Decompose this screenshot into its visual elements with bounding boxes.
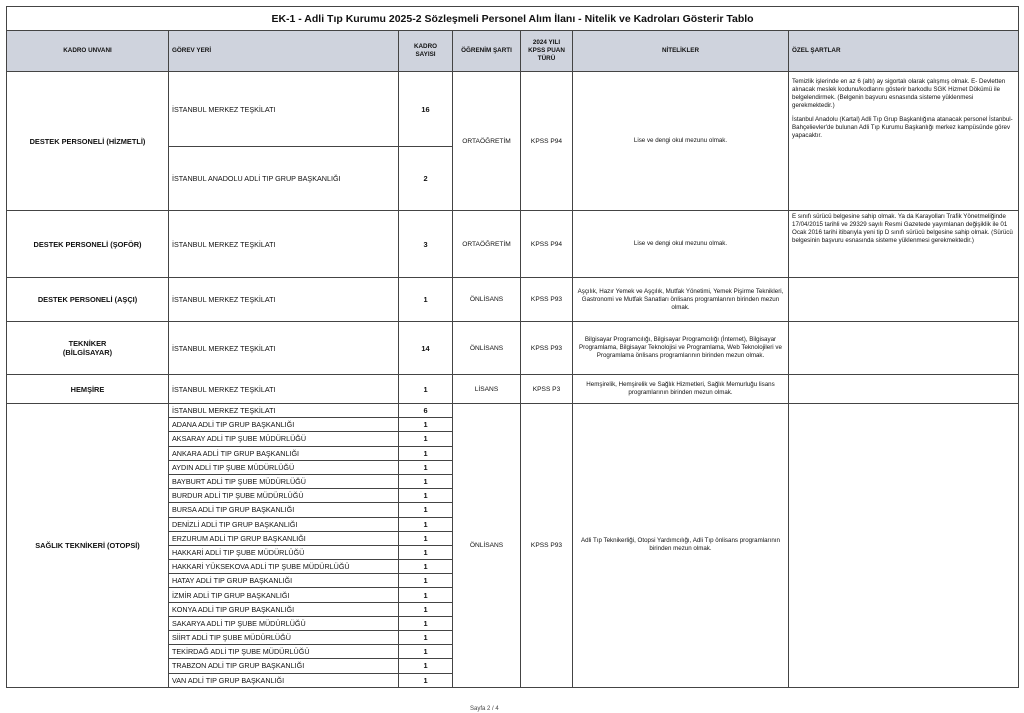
table-title: EK-1 - Adli Tıp Kurumu 2025-2 Sözleşmeli Personel Alım İlanı - Nitelik ve Kadroları Gösterir Tablo: [7, 7, 1019, 31]
sayi-cell: 1: [399, 460, 453, 474]
sayi-cell: 1: [399, 645, 453, 659]
sayi-cell: 14: [399, 322, 453, 375]
sayi-cell: 1: [399, 588, 453, 602]
kpss-cell: KPSS P93: [521, 278, 573, 322]
ozel-cell: [789, 404, 1019, 688]
sayi-cell: 1: [399, 503, 453, 517]
sayi-cell: 3: [399, 211, 453, 278]
header-kpss-line2: KPSS PUAN: [528, 47, 565, 54]
sayi-cell: 1: [399, 616, 453, 630]
header-sayi-line2: SAYISI: [415, 51, 436, 58]
header-sayi: [399, 31, 453, 72]
gorev-cell: ANKARA ADLİ TIP GRUP BAŞKANLIĞI: [169, 446, 399, 460]
kpss-cell: KPSS P94: [521, 72, 573, 211]
gorev-cell: İSTANBUL MERKEZ TEŞKİLATI: [169, 322, 399, 375]
sayi-cell: 1: [399, 418, 453, 432]
nitelik-cell: Lise ve dengi okul mezunu olmak.: [573, 211, 789, 278]
gorev-cell: ADANA ADLİ TIP GRUP BAŞKANLIĞI: [169, 418, 399, 432]
sayi-cell: 2: [399, 147, 453, 211]
gorev-cell: TRABZON ADLİ TIP GRUP BAŞKANLIĞI: [169, 659, 399, 673]
sayi-cell: 16: [399, 72, 453, 147]
gorev-cell: İSTANBUL MERKEZ TEŞKİLATI: [169, 404, 399, 418]
ogrenim-cell: ORTAÖĞRETİM: [453, 211, 521, 278]
header-row: [7, 31, 1019, 72]
nitelik-cell: Aşçılık, Hazır Yemek ve Aşçılık, Mutfak Yönetimi, Yemek Pişirme Teknikleri, Gastronomi ve Mutfak Sanatları önlisans programlarının birinden mezun olmak.: [573, 278, 789, 322]
ogrenim-cell: ÖNLİSANS: [453, 278, 521, 322]
gorev-cell: KONYA ADLİ TIP GRUP BAŞKANLIĞI: [169, 602, 399, 616]
sayi-cell: 1: [399, 560, 453, 574]
kpss-cell: KPSS P93: [521, 322, 573, 375]
nitelik-cell: Hemşirelik, Hemşirelik ve Sağlık Hizmetleri, Sağlık Memurluğu lisans programlarının birinden mezun olmak.: [573, 375, 789, 404]
header-kadro: KADRO UNVANI: [7, 31, 169, 72]
gorev-cell: İSTANBUL MERKEZ TEŞKİLATI: [169, 72, 399, 147]
gorev-cell: ERZURUM ADLİ TIP GRUP BAŞKANLIĞI: [169, 531, 399, 545]
header-kpss: [521, 31, 573, 72]
kpss-cell: KPSS P94: [521, 211, 573, 278]
kadro-tekniker: [7, 322, 169, 375]
header-sayi-line1: KADRO: [413, 43, 438, 50]
header-kpss-line3: TÜRÜ: [537, 55, 556, 62]
gorev-cell: VAN ADLİ TIP GRUP BAŞKANLIĞI: [169, 673, 399, 687]
gorev-cell: HAKKARİ YÜKSEKOVA ADLİ TIP ŞUBE MÜDÜRLÜĞÜ: [169, 560, 399, 574]
kadro-hemsire: HEMŞİRE: [7, 375, 169, 404]
ogrenim-cell: ÖNLİSANS: [453, 404, 521, 688]
gorev-cell: BURSA ADLİ TIP GRUP BAŞKANLIĞI: [169, 503, 399, 517]
header-ogrenim: ÖĞRENİM ŞARTI: [453, 31, 521, 72]
sayi-cell: 1: [399, 531, 453, 545]
gorev-cell: AYDIN ADLİ TIP ŞUBE MÜDÜRLÜĞÜ: [169, 460, 399, 474]
gorev-cell: BAYBURT ADLİ TIP ŞUBE MÜDÜRLÜĞÜ: [169, 474, 399, 488]
gorev-cell: BURDUR ADLİ TIP ŞUBE MÜDÜRLÜĞÜ: [169, 489, 399, 503]
header-gorev: GÖREV YERİ: [169, 31, 399, 72]
gorev-cell: İSTANBUL ANADOLU ADLİ TIP GRUP BAŞKANLIĞI: [169, 147, 399, 211]
sayi-cell: 1: [399, 432, 453, 446]
table-row: [7, 375, 1019, 404]
sayi-cell: 1: [399, 602, 453, 616]
kadro-sofor: DESTEK PERSONELİ (ŞOFÖR): [7, 211, 169, 278]
header-kpss-line1: 2024 YILI: [532, 39, 561, 46]
table-row: [7, 404, 1019, 418]
gorev-cell: SİİRT ADLİ TIP ŞUBE MÜDÜRLÜĞÜ: [169, 631, 399, 645]
kadro-asci: DESTEK PERSONELİ (AŞÇI): [7, 278, 169, 322]
gorev-cell: İZMİR ADLİ TIP GRUP BAŞKANLIĞI: [169, 588, 399, 602]
ogrenim-cell: ORTAÖĞRETİM: [453, 72, 521, 211]
ozel-cell: E sınıfı sürücü belgesine sahip olmak. Ya da Karayolları Trafik Yönetmeliğinde 17/04/2015 tarihli ve 29329 sayılı Resmi Gazetede yayımlanan değişiklik ile 01 Ocak 2016 tarihi itibarıyla yeni tip D sınıfı sürücü belgesine sahip olmak. (Sürücü belgesinin başvuru esnasında sisteme yüklenmesi gerekmektedir.): [789, 211, 1019, 278]
ogrenim-cell: ÖNLİSANS: [453, 322, 521, 375]
gorev-cell: DENİZLİ ADLİ TIP GRUP BAŞKANLIĞI: [169, 517, 399, 531]
ozel-cell: [789, 375, 1019, 404]
gorev-cell: HATAY ADLİ TIP GRUP BAŞKANLIĞI: [169, 574, 399, 588]
sayi-cell: 1: [399, 574, 453, 588]
sayi-cell: 1: [399, 631, 453, 645]
page-footer: Sayfa 2 / 4: [470, 706, 499, 712]
sayi-cell: 1: [399, 517, 453, 531]
table-row: [7, 322, 1019, 375]
header-nitelik: NİTELİKLER: [573, 31, 789, 72]
sayi-cell: 1: [399, 489, 453, 503]
ogrenim-cell: LİSANS: [453, 375, 521, 404]
personnel-table: [6, 6, 1019, 688]
nitelik-cell: Adli Tıp Teknikerliği, Otopsi Yardımcılığı, Adli Tıp önlisans programlarının birinden mezun olmak.: [573, 404, 789, 688]
gorev-cell: HAKKARİ ADLİ TIP ŞUBE MÜDÜRLÜĞÜ: [169, 545, 399, 559]
kadro-otopsi: SAĞLIK TEKNİKERİ (OTOPSİ): [7, 404, 169, 688]
nitelik-cell: Lise ve dengi okul mezunu olmak.: [573, 72, 789, 211]
sayi-cell: 1: [399, 278, 453, 322]
sayi-cell: 1: [399, 474, 453, 488]
kpss-cell: KPSS P3: [521, 375, 573, 404]
ozel-cell: [789, 322, 1019, 375]
gorev-cell: İSTANBUL MERKEZ TEŞKİLATI: [169, 375, 399, 404]
ozel-cell: [789, 278, 1019, 322]
gorev-cell: SAKARYA ADLİ TIP ŞUBE MÜDÜRLÜĞÜ: [169, 616, 399, 630]
kadro-tekniker-line1: TEKNİKER: [68, 339, 107, 348]
sayi-cell: 1: [399, 446, 453, 460]
kadro-hizmetli: DESTEK PERSONELİ (HİZMETLİ): [7, 72, 169, 211]
sayi-cell: 1: [399, 545, 453, 559]
table-row: [7, 72, 1019, 147]
table-row: [7, 211, 1019, 278]
sayi-cell: 6: [399, 404, 453, 418]
ozel-cell: [789, 72, 1019, 211]
ozel-paragraph: Temizlik işlerinde en az 6 (altı) ay sigortalı olarak çalışmış olmak. E- Devletten alınacak meslek kodunu/kodlarını gösterir barkodlu SGK Hizmet Dökümü ile belgelendirmek. (Belgenin başvuru esnasında sisteme yüklenmesi gerekmektedir.): [792, 78, 1006, 109]
nitelik-cell: Bilgisayar Programcılığı, Bilgisayar Programcılığı (İnternet), Bilgisayar Programlama, Bilgisayar Teknolojisi ve Programlama, Web Teknolojileri ve Programlama önlisans programlarının birinden mezun olmak.: [573, 322, 789, 375]
kpss-cell: KPSS P93: [521, 404, 573, 688]
gorev-cell: İSTANBUL MERKEZ TEŞKİLATI: [169, 278, 399, 322]
gorev-cell: AKSARAY ADLİ TIP ŞUBE MÜDÜRLÜĞÜ: [169, 432, 399, 446]
sayi-cell: 1: [399, 673, 453, 687]
header-ozel: ÖZEL ŞARTLAR: [789, 31, 1019, 72]
gorev-cell: İSTANBUL MERKEZ TEŞKİLATI: [169, 211, 399, 278]
table-row: [7, 278, 1019, 322]
ozel-paragraph: İstanbul Anadolu (Kartal) Adli Tıp Grup Başkanlığına atanacak personel İstanbul-Bahçelievler'de bulunan Adli Tıp Kurumu Başkanlığı merkez kampüsünde görev yapacaktır.: [792, 116, 1013, 139]
gorev-cell: TEKİRDAĞ ADLİ TIP ŞUBE MÜDÜRLÜĞÜ: [169, 645, 399, 659]
kadro-tekniker-line2: (BİLGİSAYAR): [62, 348, 113, 357]
sayi-cell: 1: [399, 375, 453, 404]
sayi-cell: 1: [399, 659, 453, 673]
